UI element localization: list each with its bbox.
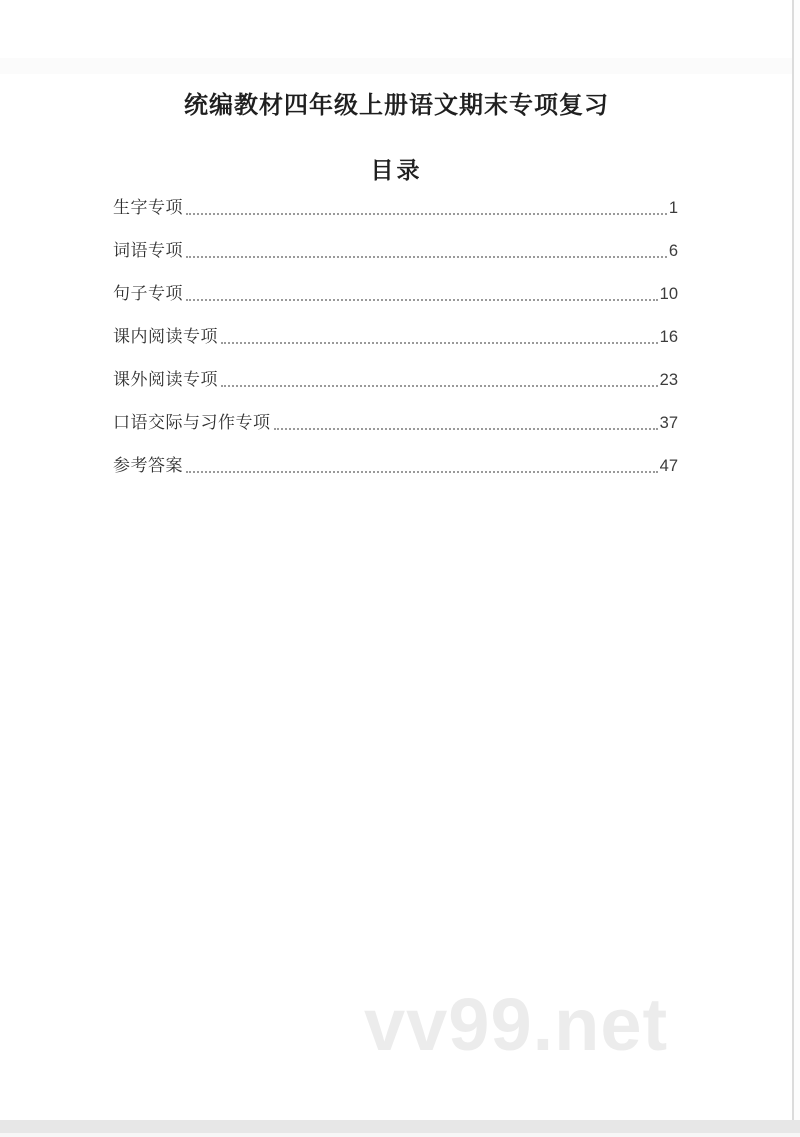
table-of-contents [113,197,678,498]
toc-entry-page-number: 37 [659,414,678,432]
dot-leader [274,428,658,430]
toc-entry-label: 词语专项 [113,241,183,260]
toc-entry[interactable] [113,197,678,219]
toc-entry[interactable] [113,283,678,305]
page-right-margin [794,0,800,1120]
toc-heading: 目录 [370,157,423,183]
dot-leader [186,471,658,473]
dot-leader [186,299,658,301]
toc-entry-page-number: 16 [659,328,678,346]
toc-entry-page-number: 23 [659,371,678,389]
toc-entry-label: 生字专项 [113,198,183,217]
toc-entry-page-number: 6 [668,242,678,260]
dot-leader [186,256,667,258]
toc-entry[interactable] [113,369,678,391]
dot-leader [186,213,667,215]
toc-entry-label: 口语交际与习作专项 [113,413,271,432]
toc-entry-page-number: 47 [659,457,678,475]
toc-entry-label: 句子专项 [113,284,183,303]
toc-entry-label: 课内阅读专项 [113,327,218,346]
toc-entry[interactable] [113,240,678,262]
toc-entry[interactable] [113,455,678,477]
next-page-top-sliver [0,1133,800,1137]
toc-entry-page-number: 1 [668,199,678,217]
toc-entry[interactable] [113,412,678,434]
toc-entry-page-number: 10 [659,285,678,303]
toc-entry[interactable] [113,326,678,348]
toc-entry-label: 参考答案 [113,456,183,475]
dot-leader [221,385,658,387]
toc-entry-label: 课外阅读专项 [113,370,218,389]
dot-leader [221,342,658,344]
document-title: 统编教材四年级上册语文期末专项复习 [184,92,609,119]
scan-artifact-band [0,58,800,74]
site-watermark: vv99.net [364,983,669,1066]
page-bottom-gap [0,1120,800,1133]
